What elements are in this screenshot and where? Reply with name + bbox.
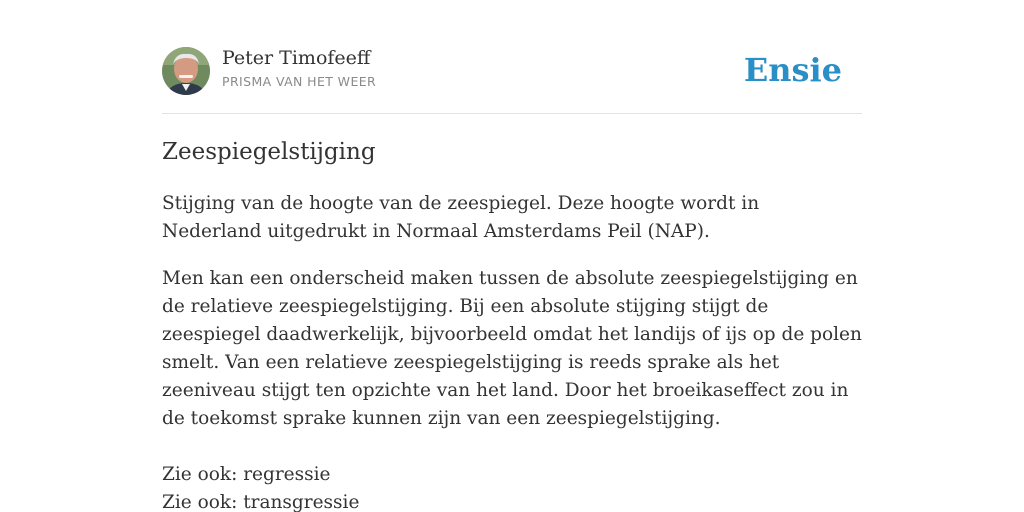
- article-page: [162, 0, 862, 512]
- author-avatar[interactable]: [162, 47, 210, 95]
- author-source[interactable]: PRISMA VAN HET WEER: [222, 74, 377, 89]
- ensie-logo[interactable]: Ensie: [743, 51, 842, 89]
- see-also-transgressie: Zie ook: transgressie: [162, 492, 360, 512]
- avatar-photo-icon: [162, 47, 210, 95]
- author-header: [162, 46, 862, 96]
- article-paragraph: Men kan een onderscheid maken tussen de absolute zeespiegelstijging en de relatieve zeespiegelstijging. Bij een absolute stijging stijgt de zeespiegel daadwerkelijk, bijvoorbeeld omdat het landijs of ijs op de polen smelt. Van een relatieve zeespiegelstijging is reeds sprake als het zeeniveau stijgt ten opzichte van het land. Door het broeikaseffect zou in de toekomst sprake kunnen zijn van een zeespiegelstijging.: [162, 268, 862, 429]
- header-divider: [162, 113, 862, 114]
- article-paragraph: Stijging van de hoogte van de zeespiegel. Deze hoogte wordt in Nederland uitgedrukt in Normaal Amsterdams Peil (NAP).: [162, 193, 760, 242]
- see-also-regressie: Zie ook: regressie: [162, 464, 331, 485]
- author-name[interactable]: Peter Timofeeff: [222, 47, 371, 69]
- article-title: Zeespiegelstijging: [162, 139, 376, 165]
